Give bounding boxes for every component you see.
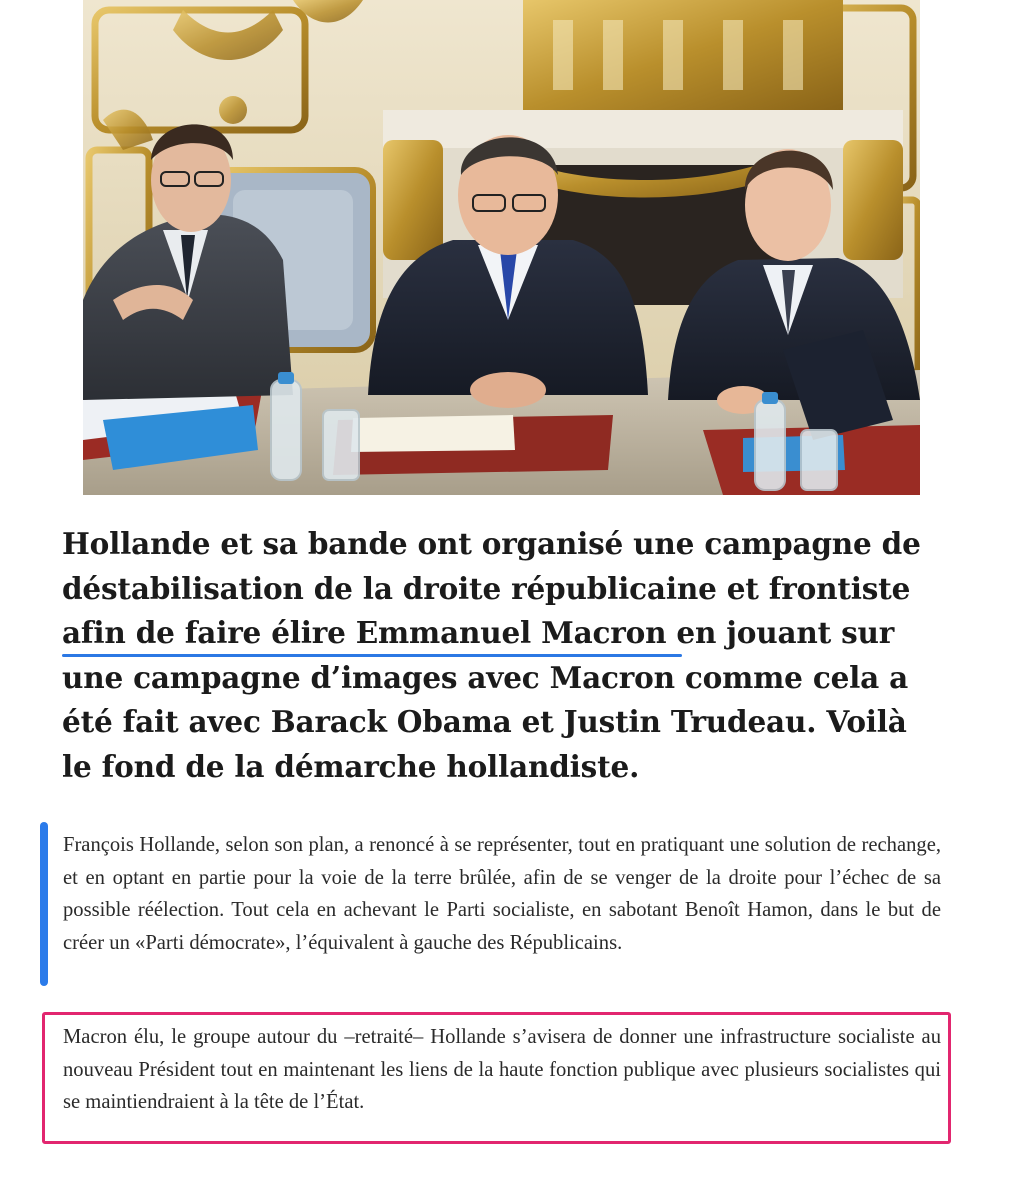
quote-bar	[40, 822, 48, 986]
photo-illustration	[83, 0, 920, 495]
paragraph-quote: François Hollande, selon son plan, a renoncé à se représenter, tout en pratiquant une solution de rechange, et en optant en partie pour la voie de la terre brûlée, afin de se venger de la droite pour l’échec de sa possible réélection. Tout cela en achevant le Parti socialiste, en sabotant Benoît Hamon, dans le but de créer un «Parti démocrate», l’équivalent à gauche des Républicains.	[63, 834, 941, 954]
paragraph-boxed: Macron élu, le groupe autour du –retraité– Hollande s’avisera de donner une infrastructure socialiste au nouveau Président tout en maintenant les liens de la haute fonction publique avec plusieurs socialistes qui se maintiendraient à la tête de l’État.	[63, 1026, 941, 1114]
article-photo	[83, 0, 920, 495]
highlight-underline	[62, 654, 682, 657]
article-headline: Hollande et sa bande ont organisé une campagne de déstabilisation de la droite républicaine et frontiste afin de faire élire Emmanuel Macron en jouant sur une campagne d’images avec Macron comme cela a été fait avec Barack Obama et Justin Trudeau. Voilà le fond de la démarche hollandiste.	[62, 526, 921, 784]
